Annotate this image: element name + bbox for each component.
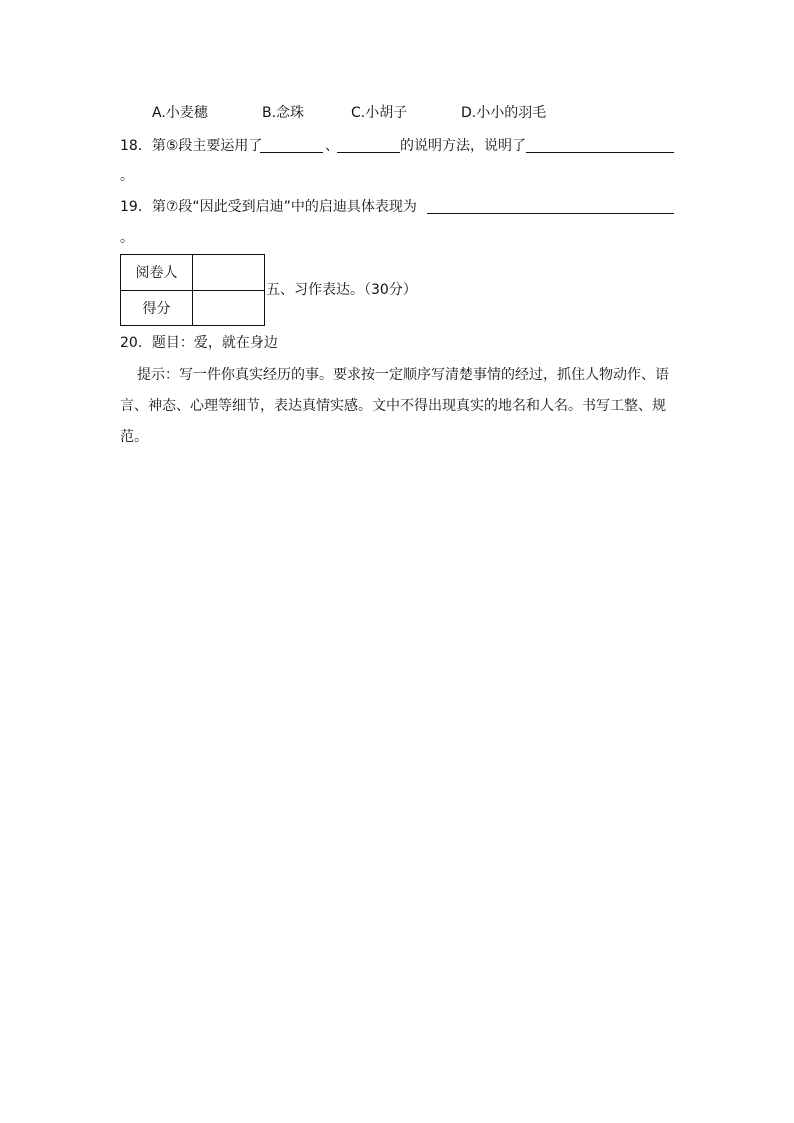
q20-hint-line-3: 范。 [120, 429, 148, 445]
q18-separator: 、 [325, 138, 339, 154]
q18-answer-blank-3[interactable] [526, 152, 674, 153]
q18-answer-blank-2[interactable] [337, 152, 400, 153]
score-label: 得分 [142, 300, 171, 317]
section5-title: 五、习作表达。（30分） [266, 282, 417, 298]
q18-prefix: 18．第⑤段主要运用了 [120, 138, 263, 154]
q17-option-a: A.小麦穗 [152, 105, 208, 121]
q18-end: 。 [120, 168, 134, 184]
q17-option-c: C.小胡子 [351, 105, 408, 121]
reviewer-value-cell [193, 255, 265, 291]
q17-option-d: D.小小的羽毛 [461, 105, 547, 121]
q18-middle: 的说明方法，说明了 [400, 138, 526, 154]
q18-answer-blank-1[interactable] [260, 152, 323, 153]
score-table [120, 254, 265, 326]
q20-hint-line-2: 言、神态、心理等细节，表达真情实感。文中不得出现真实的地名和人名。书写工整、规 [120, 398, 666, 414]
q19-answer-blank[interactable] [427, 213, 674, 214]
score-label-cell [121, 290, 193, 326]
q20-title: 20．题目：爱，就在身边 [120, 335, 278, 351]
score-value-cell [193, 290, 265, 326]
q19-end: 。 [120, 230, 134, 246]
q17-option-b: B.念珠 [262, 105, 305, 121]
q19-prefix: 19．第⑦段“因此受到启迪”中的启迪具体表现为 [120, 199, 417, 215]
reviewer-label-cell [121, 255, 193, 291]
q20-hint-line-1: 提示：写一件你真实经历的事。要求按一定顺序写清楚事情的经过，抓住人物动作、语 [137, 367, 669, 383]
reviewer-label: 阅卷人 [135, 265, 178, 282]
